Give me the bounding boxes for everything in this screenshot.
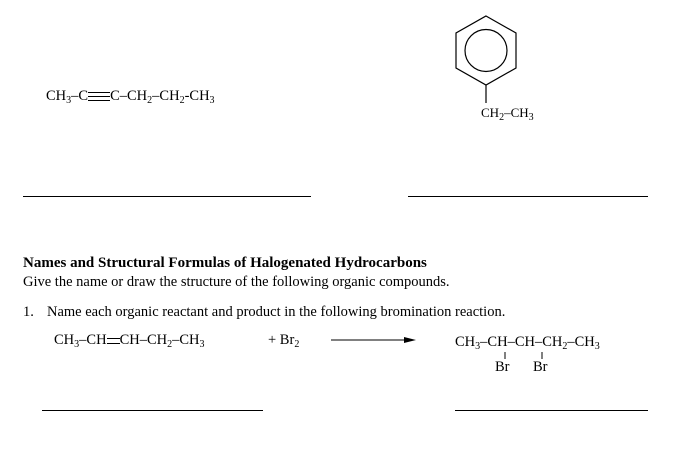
section-title: Names and Structural Formulas of Halogenated Hydrocarbons [23, 255, 427, 271]
alkyne-ch2a: $-CH_2$ [119, 88, 153, 106]
alkyne-c1: –C [71, 88, 89, 104]
product-formula: $CH_3-CH-CH-CH_2-CH_3$ [455, 334, 600, 352]
answer-line-product[interactable] [455, 410, 648, 411]
product-br-1: Br [495, 359, 510, 375]
answer-line-reactant[interactable] [42, 410, 263, 411]
question-text: Name each organic reactant and product in the following bromination reaction. [47, 304, 506, 320]
alkyne-ch3: $CH_3$ [46, 88, 72, 106]
alkyne-ch3b: $-CH_3$ [184, 88, 215, 106]
section-instructions: Give the name or draw the structure of the following organic compounds. [23, 274, 450, 290]
bromine-reagent: + $Br_2$ [268, 332, 300, 350]
product-br-2: Br [533, 359, 548, 375]
ethyl-substituent: $CH_2-CH_3$ [481, 105, 534, 123]
question-number: 1. [23, 304, 34, 320]
alkyne-c2: C [110, 88, 120, 104]
reactant-formula: $CH_3-CH$ $CH-CH_2-CH_3$ [54, 332, 205, 350]
alkyne-ch2b: $-CH_2$ [152, 88, 185, 106]
